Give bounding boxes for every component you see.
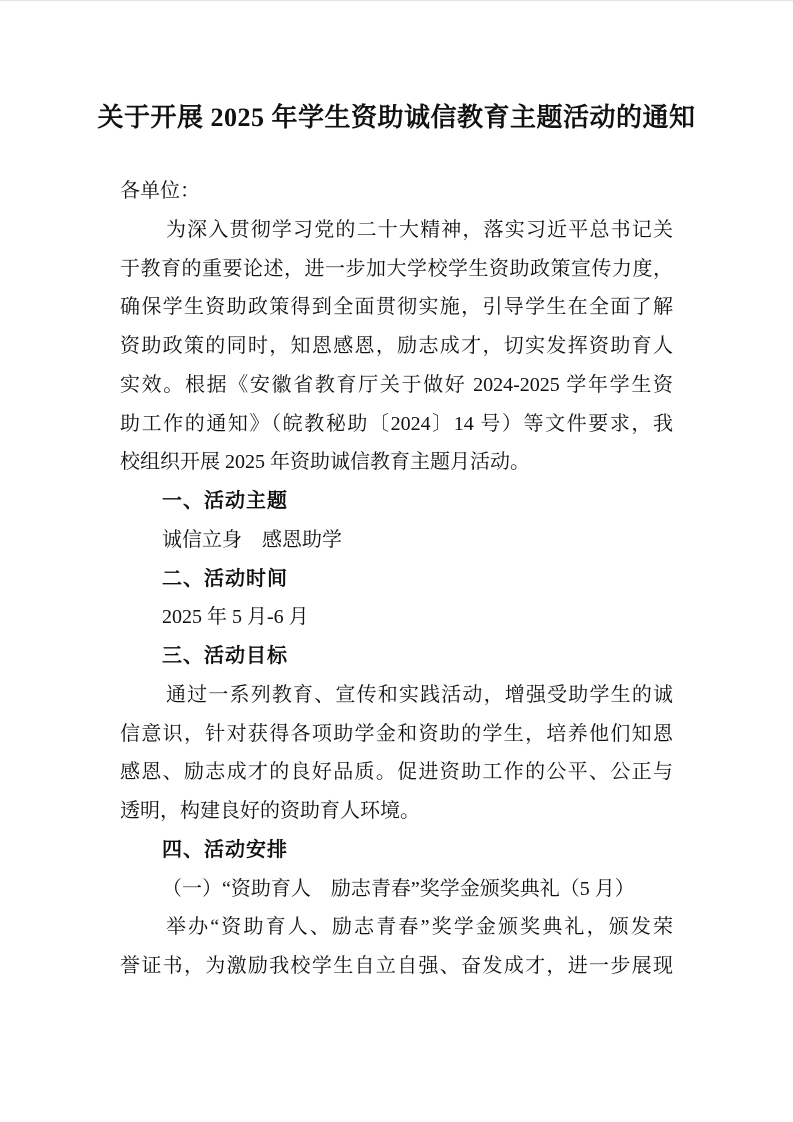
paragraph-line: 资助政策的同时，知恩感恩，励志成才，切实发挥资助育人 (120, 335, 673, 357)
paragraph-line: 助工作的通知》（皖教秘助〔2024〕14 号）等文件要求，我 (120, 412, 673, 435)
paragraph-line: 举办“资助育人、励志青春”奖学金颁奖典礼，颁发荣 (166, 916, 673, 939)
section-heading-4: 四、活动安排 (162, 838, 288, 861)
time-text: 2025 年 5 月-6 月 (162, 606, 309, 629)
paragraph-line: 通过一系列教育、宣传和实践活动，增强受助学生的诚 (166, 683, 673, 706)
document-title: 关于开展 2025 年学生资助诚信教育主题活动的通知 (97, 103, 696, 132)
section-heading-3: 三、活动目标 (162, 645, 288, 667)
paragraph-line: 实效。根据《安徽省教育厅关于做好 2024-2025 学年学生资 (120, 373, 673, 396)
paragraph-line: 校组织开展 2025 年资助诚信教育主题月活动。 (120, 451, 530, 474)
paragraph-line: 透明，构建良好的资助育人环境。 (120, 800, 420, 822)
salutation: 各单位： (120, 180, 200, 202)
section-heading-1: 一、活动主题 (162, 490, 288, 512)
paragraph-line: 于教育的重要论述，进一步加大学校学生资助政策宣传力度， (120, 257, 673, 280)
paragraph-line: 信意识，针对获得各项助学金和资助的学生，培养他们知恩 (120, 722, 673, 745)
document-body (120, 172, 673, 986)
section-heading-2: 二、活动时间 (162, 567, 288, 590)
paragraph-line: 誉证书，为激励我校学生自立自强、奋发成才，进一步展现 (120, 955, 673, 977)
theme-text: 诚信立身 感恩助学 (162, 528, 342, 551)
paragraph-line: 确保学生资助政策得到全面贯彻实施，引导学生在全面了解 (120, 296, 673, 319)
sub-item-heading: （一）“资助育人 励志青春”奖学金颁奖典礼（5 月） (162, 877, 635, 900)
paragraph-line: 为深入贯彻学习党的二十大精神，落实习近平总书记关 (166, 218, 673, 241)
paragraph-line: 感恩、励志成才的良好品质。促进资助工作的公平、公正与 (120, 761, 673, 784)
